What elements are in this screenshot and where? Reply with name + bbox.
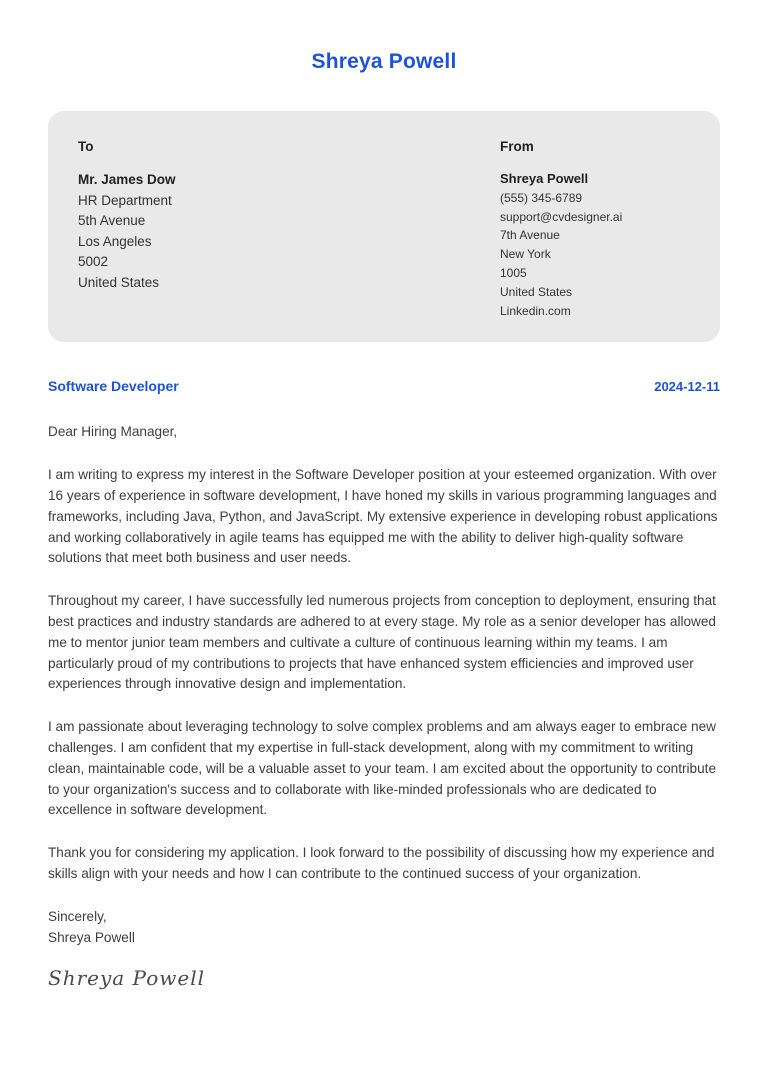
address-panel bbox=[48, 111, 720, 342]
recipient-line: Los Angeles bbox=[78, 233, 152, 249]
recipient-label: To bbox=[78, 139, 94, 154]
sender-line: 7th Avenue bbox=[500, 228, 560, 243]
sender-linkedin: Linkedin.com bbox=[500, 303, 571, 318]
letter-paragraph: Thank you for considering my application. I look forward to the possibility of discussing how my experience and skills align with your needs and how I can contribute to the continued success of your organization. bbox=[48, 845, 715, 881]
closing-name: Shreya Powell bbox=[48, 929, 135, 945]
page-title: Shreya Powell bbox=[311, 50, 457, 73]
letter-body bbox=[48, 422, 720, 948]
recipient-line: HR Department bbox=[78, 192, 172, 208]
job-title: Software Developer bbox=[48, 378, 179, 395]
sender-label: From bbox=[500, 139, 534, 154]
closing-block bbox=[48, 907, 720, 949]
letter-paragraph: I am passionate about leveraging technology to solve complex problems and am always eager to embrace new challenges. I am confident that my expertise in full-stack development, along with my commitment to writing clean, maintainable code, will be a valuable asset to your team. I am excited about the opportunity to contribute to your organization's success and to collaborate with like-minded professionals who are dedicated to excellence in software development. bbox=[48, 719, 716, 818]
job-header-row bbox=[48, 378, 720, 394]
sender-line: United States bbox=[500, 284, 573, 299]
recipient-name: Mr. James Dow bbox=[78, 172, 176, 187]
letter-paragraph: Throughout my career, I have successfully led numerous projects from conception to deployment, ensuring that best practices and industry standards are adhered to at every stage. My role as a senior developer has allowed me to mentor junior team members and cultivate a culture of continuous learning within my teams. I am particularly proud of my contributions to projects that have enhanced system efficiencies and improved user experiences through innovative design and implementation. bbox=[48, 593, 716, 692]
salutation: Dear Hiring Manager, bbox=[48, 424, 178, 440]
closing: Sincerely, bbox=[48, 908, 107, 924]
letter-date: 2024-12-11 bbox=[654, 379, 720, 395]
sender-line: New York bbox=[500, 247, 551, 262]
recipient-block bbox=[78, 139, 500, 320]
sender-phone: (555) 345-6789 bbox=[500, 190, 583, 205]
recipient-line: United States bbox=[78, 274, 160, 290]
sender-block bbox=[500, 139, 690, 320]
recipient-line: 5002 bbox=[78, 254, 109, 270]
letter-paragraph: I am writing to express my interest in the Software Developer position at your esteemed organization. With over 16 years of experience in software development, I have honed my skills in various programming languages and frameworks, including Java, Python, and JavaScript. My extensive experience in developing robust applications and working collaboratively in agile teams has equipped me with the ability to deliver high-quality software solutions that meet both business and user needs. bbox=[48, 467, 718, 566]
sender-email: support@cvdesigner.ai bbox=[500, 209, 623, 224]
signature-script: Shreya Powell bbox=[48, 966, 205, 991]
recipient-line: 5th Avenue bbox=[78, 213, 146, 229]
sender-name: Shreya Powell bbox=[500, 171, 589, 186]
sender-line: 1005 bbox=[500, 265, 527, 280]
